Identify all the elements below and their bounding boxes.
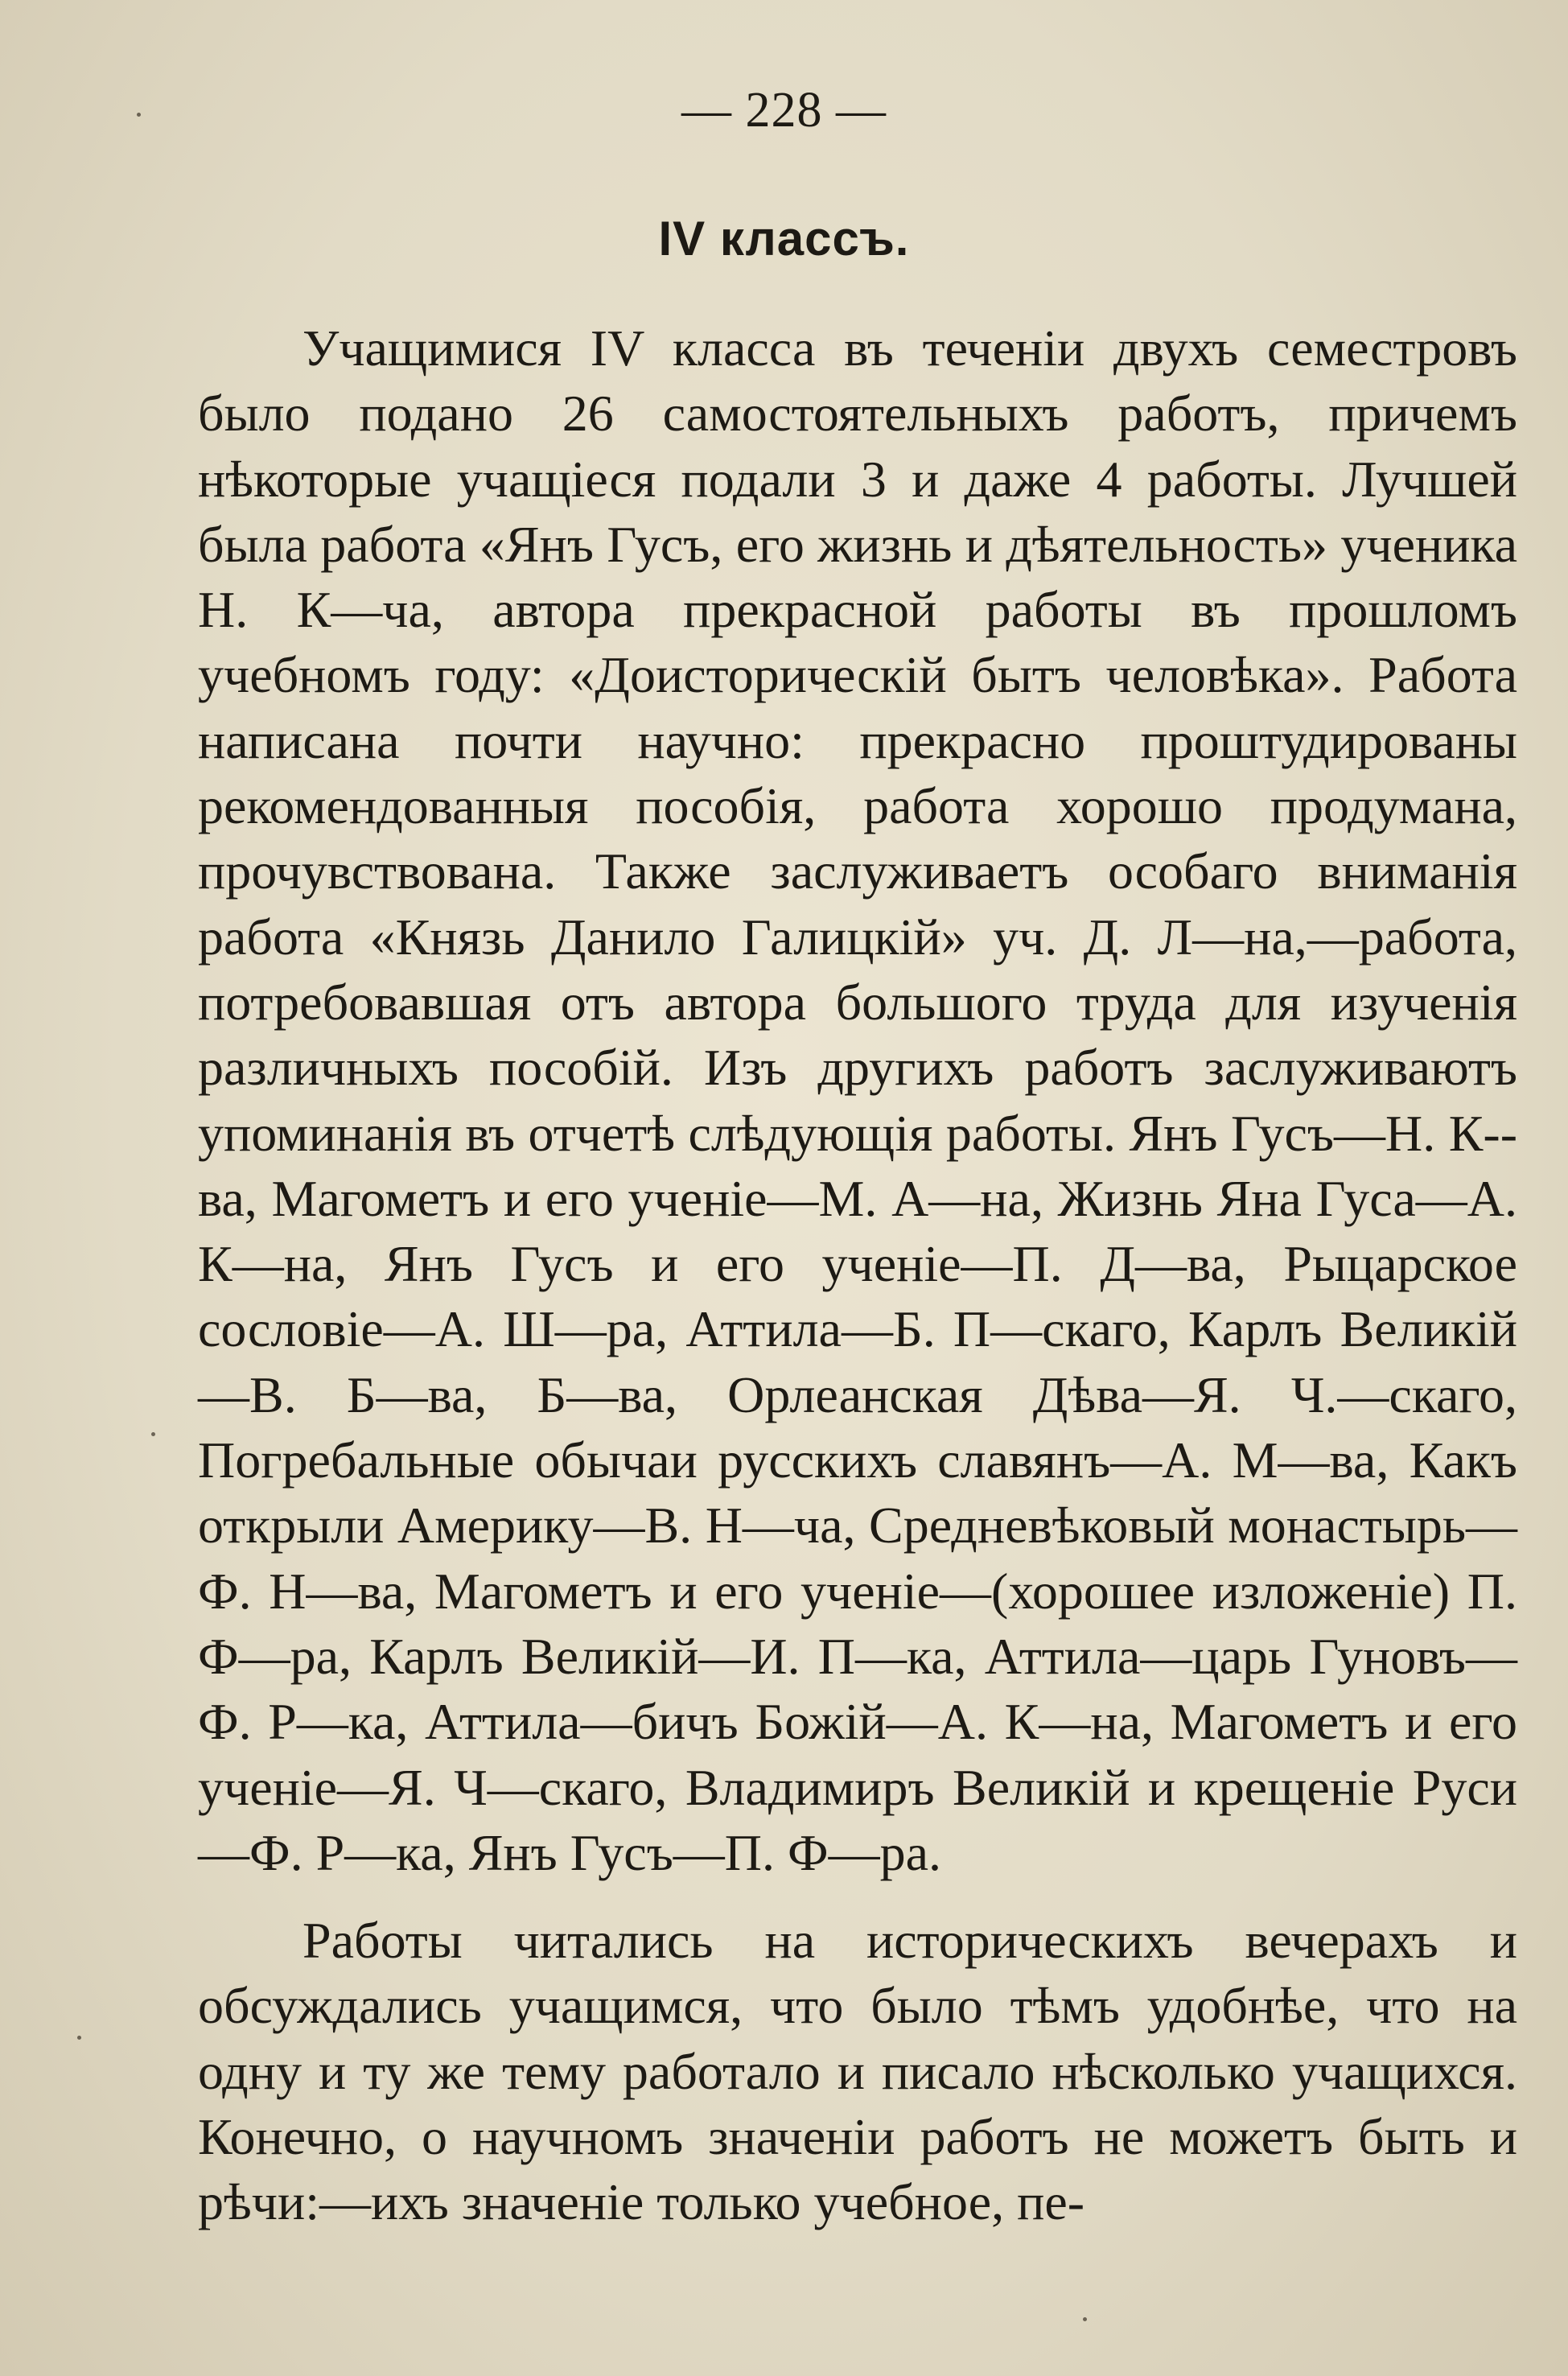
section-heading: IV классъ. (658, 212, 910, 266)
paper-speck (151, 1432, 155, 1436)
paper-speck (1083, 2317, 1087, 2321)
page-number: — 228 — (681, 83, 887, 138)
paragraph-readings: Работы читались на историческихъ вечерахъ и обсуждались учащимся, что было тѣмъ удобнѣе, что на одну и ту же тему работало и писало нѣсколько учащихся. Конечно, о научномъ значеніи работъ не можетъ быть и рѣчи:—ихъ значеніе только учебное, пе- (198, 1912, 1517, 2231)
paragraph-student-works: Учащимися IV класса въ теченіи двухъ семестровъ было подано 26 самостоятельныхъ работъ, причемъ нѣкоторые учащіеся подали 3 и даже 4 работы. Лучшей была работа «Янъ Гусъ, его жизнь и дѣятельность» ученика Н. К—ча, автора прекрасной работы въ прошломъ учебномъ году: «Доисторическій бытъ человѣка». Работа написана почти научно: прекрасно проштудированы рекомендованныя пособія, работа хорошо продумана, прочувствована. Также заслуживаетъ особаго вниманія работа «Князь Данило Галицкій» уч. Д. Л—на,—работа, потребовавшая отъ автора большого труда для изученія различныхъ пособій. Изъ другихъ работъ заслуживаютъ упоминанія въ отчетѣ слѣдующія работы. Янъ Гусъ—Н. К-- ва, Магометъ и его ученіе—М. А—на, Жизнь Яна Гуса—А. К—на, Янъ Гусъ и его ученіе—П. Д—ва, Рыцарское сословіе—А. Ш—ра, Аттила—Б. П—скаго, Карлъ Великій—В. Б—ва, Б—ва, Орлеанская Дѣва—Я. Ч.—скаго, Погребальные обычаи русскихъ славянъ—А. М—ва, Какъ открыли Америку—В. Н—ча, Средневѣковый монастырь—Ф. Н—ва, Магометъ и его ученіе—(хорошее изложеніе) П. Ф—ра, Карлъ Великій—И. П—ка, Аттила—царь Гуновъ—Ф. Р—ка, Аттила—бичъ Божій—А. К—на, Магометъ и его ученіе—Я. Ч—скаго, Владимиръ Великій и крещеніе Руси—Ф. Р—ка, Янъ Гусъ—П. Ф—ра. (198, 319, 1517, 1881)
paper-speck (137, 113, 141, 117)
body-text (198, 315, 1517, 2235)
paper-speck (77, 2036, 81, 2040)
